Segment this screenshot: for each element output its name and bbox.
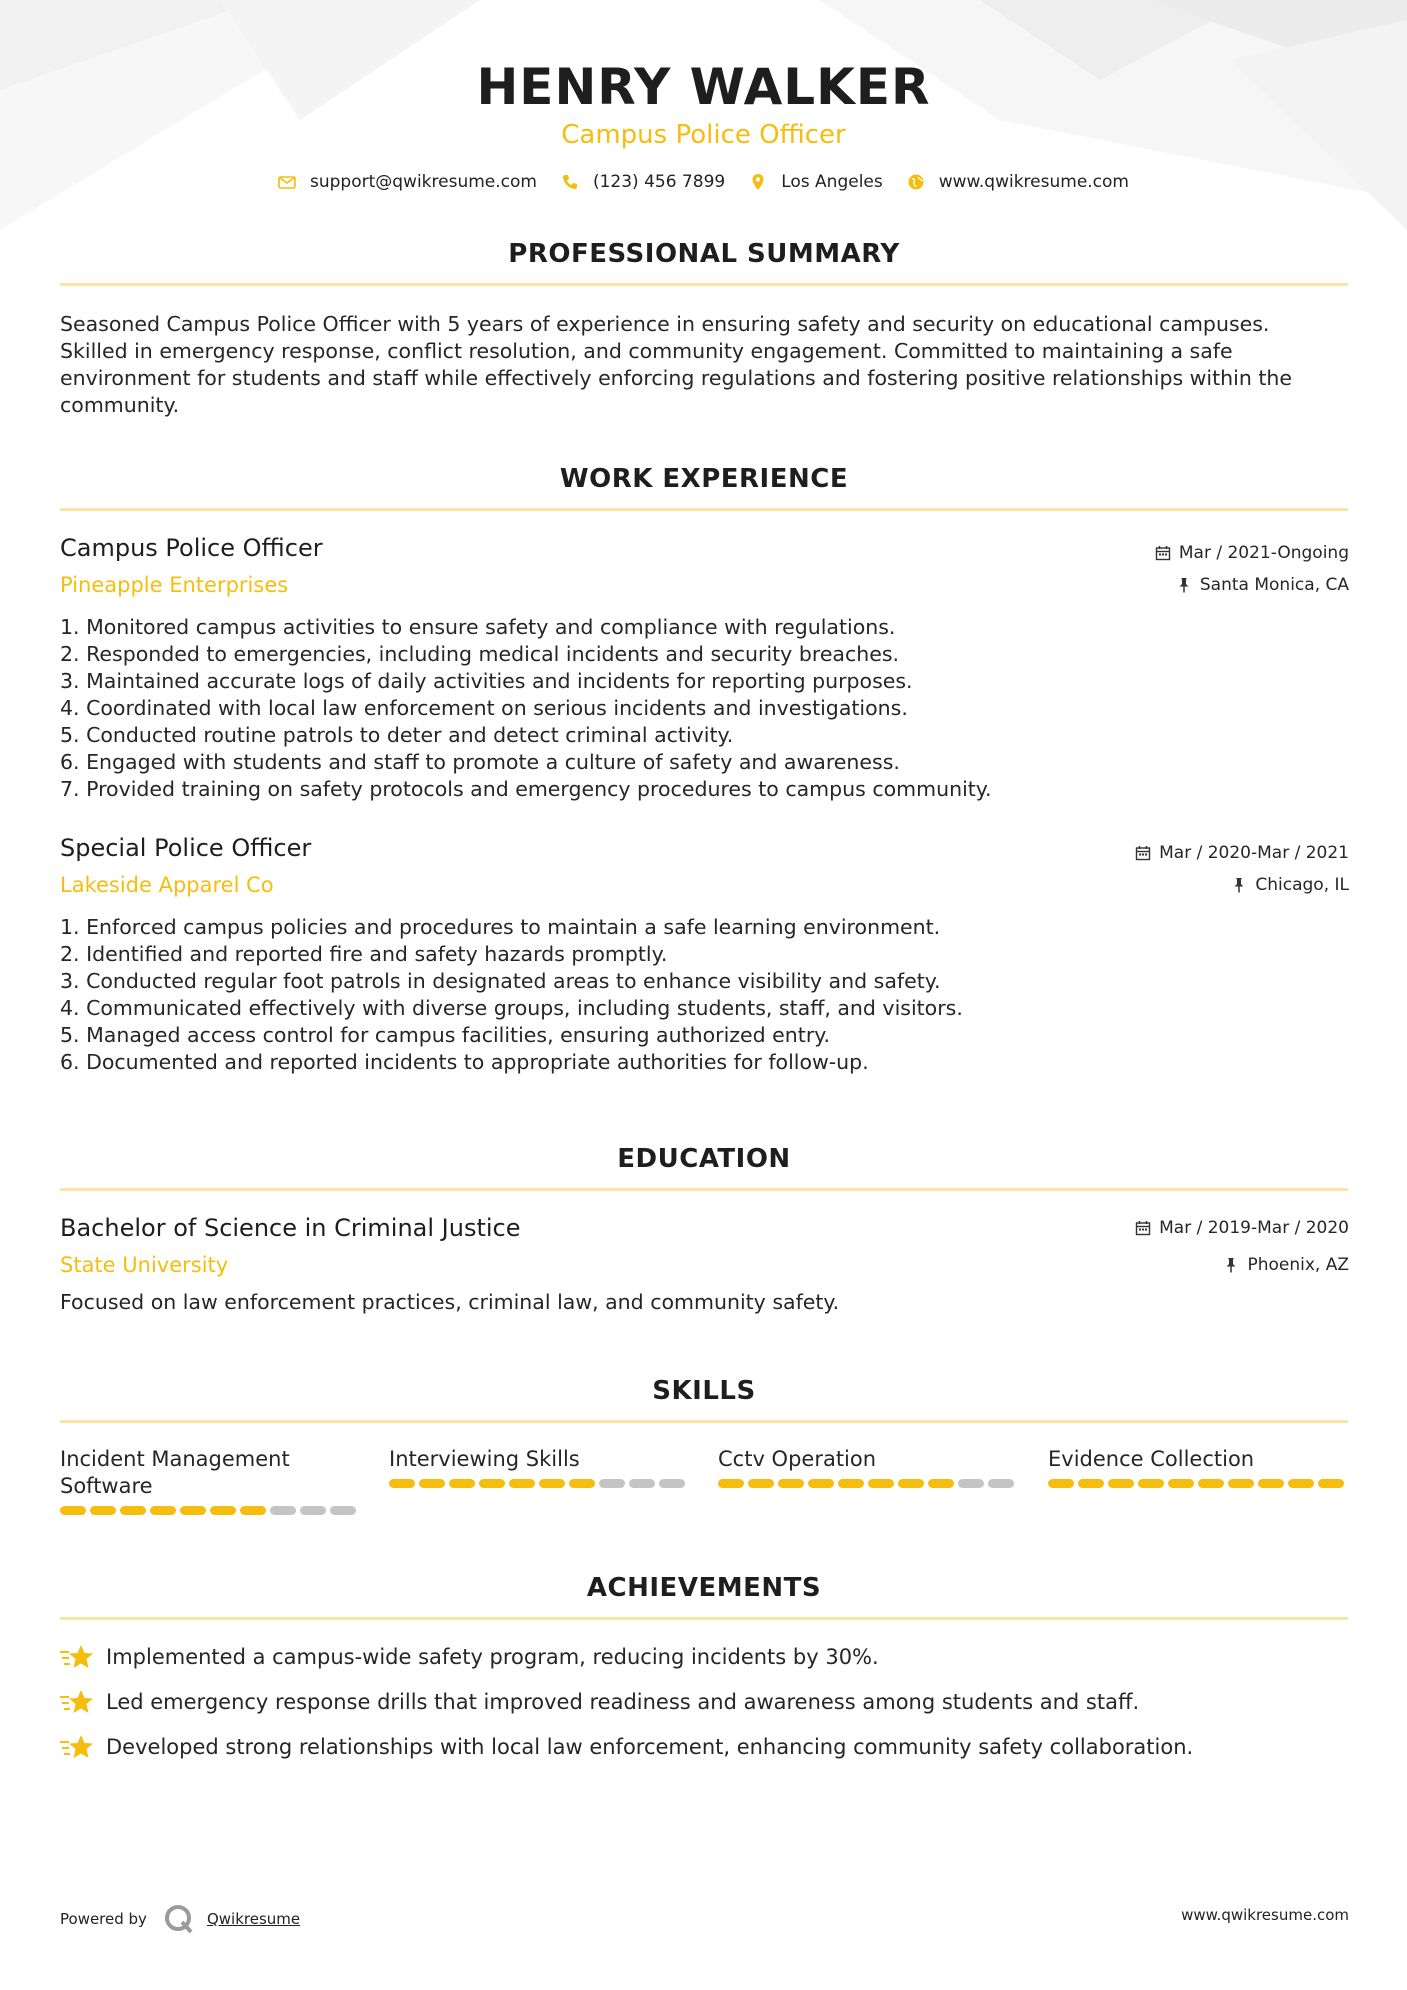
skill-name: Evidence Collection [1048,1447,1255,1471]
skill-dot-empty [958,1479,984,1488]
job-responsibilities [60,614,1350,803]
skill-dot-filled [1258,1479,1284,1488]
skill-rating [718,1479,1018,1488]
star-icon [60,1688,94,1716]
map-pin-icon [749,173,767,191]
skill-dot-empty [330,1506,356,1515]
job-location [1231,875,1349,895]
list-item: 6. Engaged with students and staff to promote a culture of safety and awareness. [60,750,900,774]
list-item: 6. Documented and reported incidents to appropriate authorities for follow-up. [60,1050,869,1074]
contact-bar [0,172,1407,192]
pushpin-icon [1223,1257,1239,1273]
skill-dot-filled [569,1479,595,1488]
skill-dot-empty [659,1479,685,1488]
skill-dot-filled [1078,1479,1104,1488]
star-icon [60,1643,94,1671]
job-location [1176,575,1349,595]
skill-dot-empty [988,1479,1014,1488]
calendar-icon [1155,545,1171,561]
summary-line: community. [60,393,180,417]
skill-name: Interviewing Skills [389,1447,580,1471]
skill-dot-filled [389,1479,415,1488]
skill-dot-filled [1108,1479,1134,1488]
skill-dot-filled [748,1479,774,1488]
company-name: Pineapple Enterprises [60,573,289,597]
school-name: State University [60,1253,229,1277]
skill-name: Cctv Operation [718,1447,877,1471]
skill-dot-filled [479,1479,505,1488]
skill-rating [60,1506,360,1515]
footer-website-link[interactable]: www.qwikresume.com [1181,1906,1349,1924]
calendar-icon [1135,845,1151,861]
location-text: Los Angeles [781,172,883,192]
summary-heading: PROFESSIONAL SUMMARY [508,239,900,269]
skill-dot-filled [210,1506,236,1515]
qwikresume-link[interactable]: Qwikresume [206,1910,301,1928]
skill-dot-filled [718,1479,744,1488]
skills-divider [60,1420,1348,1423]
pushpin-icon [1231,877,1247,893]
list-item: 3. Maintained accurate logs of daily activities and incidents for reporting purposes. [60,669,913,693]
skill-item [1048,1446,1348,1488]
pushpin-icon [1176,577,1192,593]
achievement-item [60,1733,1350,1761]
contact-location [749,172,883,192]
qwikresume-logo-icon [163,1903,195,1935]
job-dates [1135,843,1349,863]
skill-dot-filled [240,1506,266,1515]
education-dates-text: Mar / 2019-Mar / 2020 [1159,1218,1349,1238]
summary-line: Seasoned Campus Police Officer with 5 years of experience in ensuring safety and security on educational campuses. [60,312,1270,336]
job-title: Campus Police Officer [60,534,323,562]
education-description: Focused on law enforcement practices, criminal law, and community safety. [60,1290,840,1314]
education-divider [60,1188,1348,1191]
candidate-name: HENRY WALKER [476,58,931,116]
skill-dot-filled [1138,1479,1164,1488]
skill-dot-filled [1198,1479,1224,1488]
job-title: Special Police Officer [60,834,312,862]
skill-dot-filled [1048,1479,1074,1488]
skills-heading: SKILLS [652,1376,756,1406]
list-item: 4. Coordinated with local law enforcement on serious incidents and investigations. [60,696,908,720]
list-item: 1. Enforced campus policies and procedures to maintain a safe learning environment. [60,915,941,939]
degree-title: Bachelor of Science in Criminal Justice [60,1214,521,1242]
star-icon [60,1733,94,1761]
achievement-text: Developed strong relationships with local law enforcement, enhancing community safety collaboration. [106,1735,1194,1759]
skill-item [718,1446,1018,1488]
skill-dot-filled [898,1479,924,1488]
skill-rating [389,1479,689,1488]
experience-heading: WORK EXPERIENCE [559,464,849,494]
list-item: 2. Identified and reported fire and safety hazards promptly. [60,942,668,966]
contact-website[interactable] [907,172,1129,192]
website-text: www.qwikresume.com [938,172,1129,192]
achievement-text: Implemented a campus-wide safety program, reducing incidents by 30%. [106,1645,879,1669]
list-item: 5. Conducted routine patrols to deter and detect criminal activity. [60,723,734,747]
experience-divider [60,508,1348,511]
summary-divider [60,283,1348,286]
education-heading: EDUCATION [617,1144,791,1174]
education-location [1223,1255,1349,1275]
skill-dot-filled [1288,1479,1314,1488]
achievement-text: Led emergency response drills that improved readiness and awareness among students and staff. [106,1690,1140,1714]
skill-dot-filled [539,1479,565,1488]
skill-dot-empty [629,1479,655,1488]
skill-dot-filled [419,1479,445,1488]
phone-icon [561,173,579,191]
email-text: support@qwikresume.com [310,172,537,192]
skill-dot-filled [868,1479,894,1488]
achievement-item [60,1643,1350,1671]
skill-dot-filled [180,1506,206,1515]
job-dates-text: Mar / 2020-Mar / 2021 [1159,843,1349,863]
skill-dot-filled [120,1506,146,1515]
achievement-item [60,1688,1350,1716]
job-dates [1155,543,1349,563]
summary-line: environment for students and staff while effectively enforcing regulations and fostering positive relationships within the [60,366,1292,390]
list-item: 1. Monitored campus activities to ensure safety and compliance with regulations. [60,615,896,639]
company-name: Lakeside Apparel Co [60,873,274,897]
list-item: 2. Responded to emergencies, including medical incidents and security breaches. [60,642,900,666]
skill-dot-filled [449,1479,475,1488]
globe-icon [907,173,925,191]
job-responsibilities [60,914,1350,1076]
list-item: 4. Communicated effectively with diverse groups, including students, staff, and visitors. [60,996,963,1020]
job-location-text: Santa Monica, CA [1199,575,1349,595]
envelope-icon [278,173,296,191]
contact-email[interactable] [278,172,537,192]
skill-dot-filled [90,1506,116,1515]
job-dates-text: Mar / 2021-Ongoing [1178,543,1349,563]
job-location-text: Chicago, IL [1255,875,1349,895]
footer-powered-by [60,1903,300,1935]
calendar-icon [1135,1220,1151,1236]
skill-dot-filled [808,1479,834,1488]
list-item: 7. Provided training on safety protocols and emergency procedures to campus community. [60,777,992,801]
skill-dot-filled [928,1479,954,1488]
powered-by-label: Powered by [60,1910,147,1928]
skill-dot-filled [1228,1479,1254,1488]
contact-phone[interactable] [561,172,725,192]
skill-rating [1048,1479,1348,1488]
phone-text: (123) 456 7899 [592,172,726,192]
education-location-text: Phoenix, AZ [1247,1255,1349,1275]
achievements-divider [60,1617,1348,1620]
summary-line: Skilled in emergency response, conflict resolution, and community engagement. Committed to maintaining a safe [60,339,1233,363]
achievements-heading: ACHIEVEMENTS [586,1573,822,1603]
skill-dot-filled [150,1506,176,1515]
list-item: 5. Managed access control for campus facilities, ensuring authorized entry. [60,1023,830,1047]
skill-dot-filled [1168,1479,1194,1488]
skill-dot-filled [1318,1479,1344,1488]
skill-item [389,1446,689,1488]
skill-dot-filled [778,1479,804,1488]
education-dates [1135,1218,1349,1238]
skill-dot-empty [270,1506,296,1515]
list-item: 3. Conducted regular foot patrols in designated areas to enhance visibility and safety. [60,969,941,993]
candidate-title: Campus Police Officer [561,120,846,150]
skill-dot-empty [599,1479,625,1488]
skill-name: Incident Management Software [60,1447,290,1498]
skill-dot-empty [300,1506,326,1515]
skill-dot-filled [509,1479,535,1488]
skill-item [60,1446,360,1515]
skill-dot-filled [60,1506,86,1515]
skill-dot-filled [838,1479,864,1488]
summary-text [60,311,1350,419]
